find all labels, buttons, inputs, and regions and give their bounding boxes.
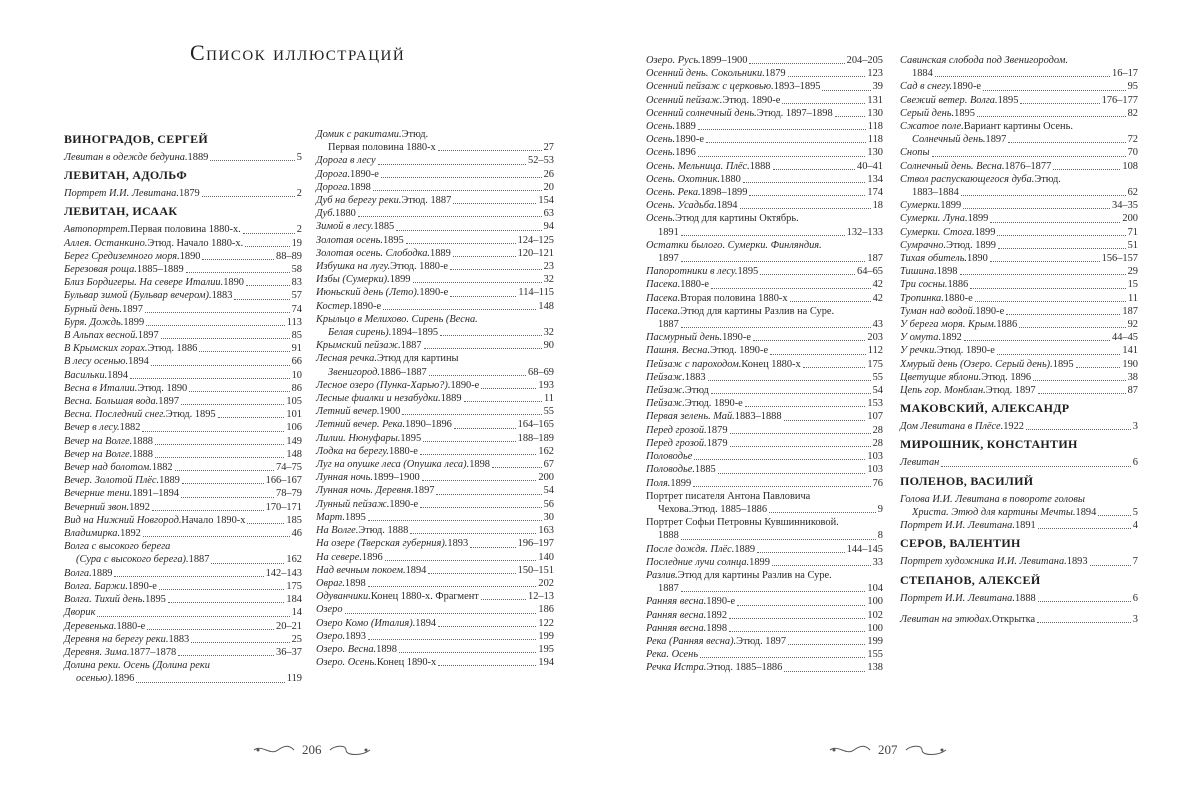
index-entry: Одуванчики. Конец 1880-х. Фрагмент 12–13 — [316, 591, 554, 603]
index-entry: Весна. Последний снег. Этюд. 1895 101 — [64, 409, 302, 421]
index-entry: Осень. Усадьба. 1894 18 — [646, 200, 883, 212]
artist-heading: СТЕПАНОВ, АЛЕКСЕЙ — [900, 572, 1041, 587]
index-entry-line: Лесная речка. Этюд для картины — [316, 353, 459, 365]
index-entry: Река (Ранняя весна). Этюд. 1897 199 — [646, 635, 883, 647]
index-entry: Вечерний звон. 1892 170–171 — [64, 501, 302, 513]
index-entry: Лесное озеро (Пунка-Харью?). 1890-е 193 — [316, 379, 554, 391]
index-entry: В Альпах весной. 1897 85 — [64, 330, 302, 342]
index-entry: Лунная ночь. Деревня. 1897 54 — [316, 485, 554, 497]
index-entry-line: Савинская слобода под Звенигородом. — [900, 55, 1068, 66]
artist-heading: МИРОШНИК, КОНСТАНТИН — [900, 437, 1078, 452]
index-entry: Первая зелень. Май. 1883–1888 107 — [646, 411, 883, 423]
flourish-icon — [328, 743, 372, 757]
index-entry: Осень. Охотник. 1880 134 — [646, 173, 883, 185]
index-entry-line: Сжатое поле. Вариант картины Осень. — [900, 121, 1073, 133]
index-entry: Сумрачно. Этюд. 1899 51 — [900, 239, 1138, 251]
index-entry: Аллея. Останкино. Этюд. Начало 1880-х. 19 — [64, 237, 302, 249]
index-entry: Лодка на берегу. 1880-е 162 — [316, 445, 554, 457]
index-entry: Пейзаж. Этюд 54 — [646, 385, 883, 397]
index-entry: Близ Бордигеры. На севере Италии. 1890 83 — [64, 277, 302, 289]
index-entry-line: Крыльцо в Мелихово. Сирень (Весна. — [316, 313, 478, 325]
artist-heading: ЛЕВИТАН, АДОЛЬФ — [64, 168, 188, 183]
index-entry: Костер. 1890-е 148 — [316, 300, 554, 312]
index-entry: Пасека. Вторая половина 1880-х 42 — [646, 292, 883, 304]
index-entry: Тишина. 1898 29 — [900, 266, 1138, 278]
index-entry: Первая половина 1880-х 27 — [328, 142, 554, 154]
index-entry: Осень. 1890-е 118 — [646, 134, 883, 146]
index-entry: Левитан на этюдах. Открытка 3 — [900, 613, 1138, 625]
index-entry: У омута. 1892 44–45 — [900, 332, 1138, 344]
index-entry: Пасека. 1880-е 42 — [646, 279, 883, 291]
index-entry: Владимирка. 1892 46 — [64, 528, 302, 540]
index-entry: Свежий ветер. Волга. 1895 176–177 — [900, 94, 1138, 106]
index-entry: Волга. 1889 142–143 — [64, 567, 302, 579]
index-entry: Крымский пейзаж. 1887 90 — [316, 340, 554, 352]
index-entry: Волга. Тихий день. 1895 184 — [64, 594, 302, 606]
index-entry: Озеро 186 — [316, 604, 554, 616]
artist-heading: ПОЛЕНОВ, ВАСИЛИЙ — [900, 473, 1034, 488]
index-entry: Избушка на лугу. Этюд. 1880-е 23 — [316, 261, 554, 273]
index-entry: Три сосны. 1886 15 — [900, 279, 1138, 291]
index-entry: Избы (Сумерки). 1899 32 — [316, 274, 554, 286]
index-entry: Тихая обитель. 1890 156–157 — [900, 253, 1138, 265]
index-entry: Осенний пейзаж. Этюд. 1890-е 131 — [646, 94, 883, 106]
index-column-4 — [900, 54, 1138, 626]
index-entry: Осень. 1889 118 — [646, 121, 883, 133]
index-column-3 — [646, 54, 883, 675]
index-entry: Вечер на Волге. 1888 149 — [64, 435, 302, 447]
index-entry: После дождя. Плёс. 1889 144–145 — [646, 543, 883, 555]
index-entry: Озеро. Русь. 1899–1900 204–205 — [646, 55, 883, 66]
index-entry: 1884 16–17 — [912, 68, 1138, 80]
index-entry: Пейзаж. Этюд. 1890-е 153 — [646, 398, 883, 410]
index-entry: Снопы 70 — [900, 147, 1138, 159]
index-entry: Сумерки. Стога. 1899 71 — [900, 226, 1138, 238]
index-entry: Озеро. 1893 199 — [316, 630, 554, 642]
index-entry-line: Портрет писателя Антона Павловича — [646, 490, 811, 502]
index-entry: Осень. 1896 130 — [646, 147, 883, 159]
index-entry: Дворик 14 — [64, 607, 302, 619]
page-footer-left — [252, 742, 372, 758]
index-entry: Пасмурный день. 1890-е 203 — [646, 332, 883, 344]
index-entry: Половодье. 1885 103 — [646, 464, 883, 476]
index-entry: Речка Истра. Этюд. 1885–1886 138 — [646, 662, 883, 674]
index-entry: Озеро. Осень. Конец 1890-х 194 — [316, 657, 554, 669]
index-entry: Вечер. Золотой Плёс. 1889 166–167 — [64, 475, 302, 487]
index-entry: Лесные фиалки и незабудки. 1889 11 — [316, 393, 554, 405]
flourish-icon — [252, 743, 296, 757]
index-entry: Деревенька. 1880-е 20–21 — [64, 620, 302, 632]
index-column-1 — [64, 128, 302, 686]
index-entry: Пашня. Весна. Этюд. 1890-е 112 — [646, 345, 883, 357]
index-entry: осенью). 1896 119 — [76, 673, 302, 685]
index-entry: Хмурый день (Озеро. Серый день). 1895 190 — [900, 358, 1138, 370]
index-entry-line: Долина реки. Осень (Долина реки — [64, 660, 210, 672]
page-number: 206 — [302, 742, 322, 757]
index-entry: Дорога. 1898 20 — [316, 181, 554, 193]
index-entry: На озере (Тверская губерния). 1893 196–197 — [316, 538, 554, 550]
index-entry: Июньский день (Лето). 1890-е 114–115 — [316, 287, 554, 299]
index-entry: Васильки. 1894 10 — [64, 369, 302, 381]
index-entry: В Крымских горах. Этюд. 1886 91 — [64, 343, 302, 355]
index-entry: Серый день. 1895 82 — [900, 107, 1138, 119]
index-entry: Лунный пейзаж. 1890-е 56 — [316, 498, 554, 510]
index-entry: Осенний солнечный день. Этюд. 1897–1898 130 — [646, 107, 883, 119]
index-entry: 1891 132–133 — [658, 226, 883, 238]
artist-heading: ЛЕВИТАН, ИСААК — [64, 204, 178, 219]
index-entry: На севере. 1896 140 — [316, 551, 554, 563]
index-entry: Река. Осень 155 — [646, 649, 883, 661]
index-entry: Пейзаж с пароходом. Конец 1880-х 175 — [646, 358, 883, 370]
index-entry: Вечер в лесу. 1882 106 — [64, 422, 302, 434]
index-entry: (Сура с высокого берега). 1887 162 — [76, 554, 302, 566]
index-entry: Солнечный день. Весна. 1876–1877 108 — [900, 160, 1138, 172]
index-entry: Осенний день. Сокольники. 1879 123 — [646, 68, 883, 80]
index-entry: Портрет И.И. Левитана. 1888 6 — [900, 592, 1138, 604]
index-entry-line: Портрет Софьи Петровны Кувшинниковой. — [646, 517, 839, 529]
index-entry: Волга. Баржи. 1890-е 175 — [64, 580, 302, 592]
page-number: 207 — [878, 742, 898, 757]
index-column-2 — [316, 128, 554, 669]
index-entry: Лунная ночь. 1899–1900 200 — [316, 472, 554, 484]
index-entry: Вид на Нижний Новгород. Начало 1890-х 185 — [64, 514, 302, 526]
index-entry: Вечер на Волге. 1888 148 — [64, 448, 302, 460]
index-entry: У берега моря. Крым. 1886 92 — [900, 319, 1138, 331]
index-entry: 1897 187 — [658, 253, 883, 265]
index-entry: Дуб. 1880 63 — [316, 208, 554, 220]
index-entry: Портрет художника И.И. Левитана. 1893 7 — [900, 556, 1138, 568]
index-entry-line: Остатки былого. Сумерки. Финляндия. — [646, 239, 822, 251]
index-entry: Сумерки. 1899 34–35 — [900, 200, 1138, 212]
index-entry: Ранняя весна. 1898 100 — [646, 622, 883, 634]
index-entry: 1883–1884 62 — [912, 187, 1138, 199]
index-entry: На Волге. Этюд. 1888 163 — [316, 525, 554, 537]
index-entry: Левитан в одежде бедуина. 1889 5 — [64, 152, 302, 163]
index-entry: Осенний пейзаж с церковью. 1893–1895 39 — [646, 81, 883, 93]
index-entry: 1887 104 — [658, 583, 883, 595]
index-entry: Летний вечер. 1900 55 — [316, 406, 554, 418]
index-entry: Левитан 6 — [900, 457, 1138, 469]
index-entry: Ранняя весна. 1892 102 — [646, 609, 883, 621]
index-entry: Берег Средиземного моря. 1890 88–89 — [64, 250, 302, 262]
index-entry: Белая сирень). 1894–1895 32 — [328, 327, 554, 339]
index-entry: Перед грозой. 1879 28 — [646, 424, 883, 436]
index-entry: Весна в Италии. Этюд. 1890 86 — [64, 382, 302, 394]
index-entry: Весна. Большая вода. 1897 105 — [64, 396, 302, 408]
index-entry: Туман над водой. 1890-е 187 — [900, 305, 1138, 317]
index-entry: 1887 43 — [658, 319, 883, 331]
index-entry: Последние лучи солнца. 1899 33 — [646, 556, 883, 568]
index-entry: Березовая роща. 1885–1889 58 — [64, 264, 302, 276]
index-entry: Автопортрет. Первая половина 1880-х. 2 — [64, 224, 302, 236]
index-entry-line: Голова И.И. Левитана в повороте головы — [900, 493, 1085, 505]
index-entry: Чехова. Этюд. 1885–1886 9 — [658, 503, 883, 515]
index-entry: Вечерние тени. 1891–1894 78–79 — [64, 488, 302, 500]
index-entry: В лесу осенью. 1894 66 — [64, 356, 302, 368]
index-entry: Перед грозой. 1879 28 — [646, 437, 883, 449]
index-entry: Поля. 1899 76 — [646, 477, 883, 489]
index-entry: Золотая осень. 1895 124–125 — [316, 234, 554, 246]
index-entry: Солнечный день. 1897 72 — [912, 134, 1138, 146]
index-entry-line: Волга с высокого берега — [64, 541, 171, 553]
index-entry: Осень. Мельница. Плёс. 1888 40–41 — [646, 160, 883, 172]
index-entry: Дорога в лесу 52–53 — [316, 155, 554, 167]
index-entry: Над вечным покоем. 1894 150–151 — [316, 564, 554, 576]
index-entry: Портрет И.И. Левитана. 1891 4 — [900, 520, 1138, 532]
index-entry: Озеро. Весна. 1898 195 — [316, 643, 554, 655]
index-entry: Тропинка. 1880-е 11 — [900, 292, 1138, 304]
index-entry-line: Осень. Этюд для картины Октябрь. — [646, 213, 799, 225]
index-entry: Бурный день. 1897 74 — [64, 303, 302, 315]
flourish-icon — [904, 743, 948, 757]
index-entry: Цветущие яблони. Этюд. 1896 38 — [900, 371, 1138, 383]
index-entry: Сумерки. Луна. 1899 200 — [900, 213, 1138, 225]
index-entry: Лилии. Нюнуфары. 1895 188–189 — [316, 432, 554, 444]
index-entry: Пейзаж. 1883 55 — [646, 371, 883, 383]
index-entry: Христа. Этюд для картины Мечты. 1894 5 — [912, 506, 1138, 518]
flourish-icon — [828, 743, 872, 757]
index-entry-line: Домик с ракитами. Этюд. — [316, 129, 429, 140]
index-entry: Золотая осень. Слободка. 1889 120–121 — [316, 247, 554, 259]
index-entry-line: Пасека. Этюд для картины Разлив на Суре. — [646, 305, 835, 317]
index-entry: Дорога. 1890-е 26 — [316, 168, 554, 180]
index-entry: Папоротники в лесу. 1895 64–65 — [646, 266, 883, 278]
index-entry: Дуб на берегу реки. Этюд. 1887 154 — [316, 195, 554, 207]
index-entry-line: Разлив. Этюд для картины Разлив на Суре. — [646, 569, 832, 581]
artist-heading: МАКОВСКИЙ, АЛЕКСАНДР — [900, 401, 1070, 416]
index-entry: Буря. Дождь. 1899 113 — [64, 316, 302, 328]
index-entry: Летний вечер. Река. 1890–1896 164–165 — [316, 419, 554, 431]
index-entry: Ранняя весна. 1890-е 100 — [646, 596, 883, 608]
index-entry: Осень. Река. 1898–1899 174 — [646, 187, 883, 199]
index-entry: Март. 1895 30 — [316, 511, 554, 523]
index-entry: Луг на опушке леса (Опушка леса). 1898 67 — [316, 459, 554, 471]
index-entry: Вечер над болотом. 1882 74–75 — [64, 462, 302, 474]
page-title: Список иллюстраций — [190, 40, 406, 65]
artist-heading: ВИНОГРАДОВ, СЕРГЕЙ — [64, 132, 209, 146]
index-entry: Бульвар зимой (Бульвар вечером). 1883 57 — [64, 290, 302, 302]
index-entry: 1888 8 — [658, 530, 883, 542]
index-entry: Деревня на берегу реки. 1883 25 — [64, 633, 302, 645]
index-entry: Зимой в лесу. 1885 94 — [316, 221, 554, 233]
index-entry: У речки. Этюд. 1890-е 141 — [900, 345, 1138, 357]
index-entry-line: Ствол распускающегося дуба. Этюд. — [900, 173, 1061, 185]
index-entry: Деревня. Зима. 1877–1878 36–37 — [64, 646, 302, 658]
index-entry: Звенигород. 1886–1887 68–69 — [328, 366, 554, 378]
index-entry: Цепь гор. Монблан. Этюд. 1897 87 — [900, 385, 1138, 397]
index-entry: Дом Левитана в Плёсе. 1922 3 — [900, 421, 1138, 433]
index-entry: Овраг. 1898 202 — [316, 577, 554, 589]
index-entry: Портрет И.И. Левитана. 1879 2 — [64, 188, 302, 200]
index-entry: Озеро Комо (Италия). 1894 122 — [316, 617, 554, 629]
page-footer-right — [828, 742, 948, 758]
index-entry: Половодье 103 — [646, 451, 883, 463]
artist-heading: СЕРОВ, ВАЛЕНТИН — [900, 536, 1021, 551]
index-entry: Сад в снегу. 1890-е 95 — [900, 81, 1138, 93]
